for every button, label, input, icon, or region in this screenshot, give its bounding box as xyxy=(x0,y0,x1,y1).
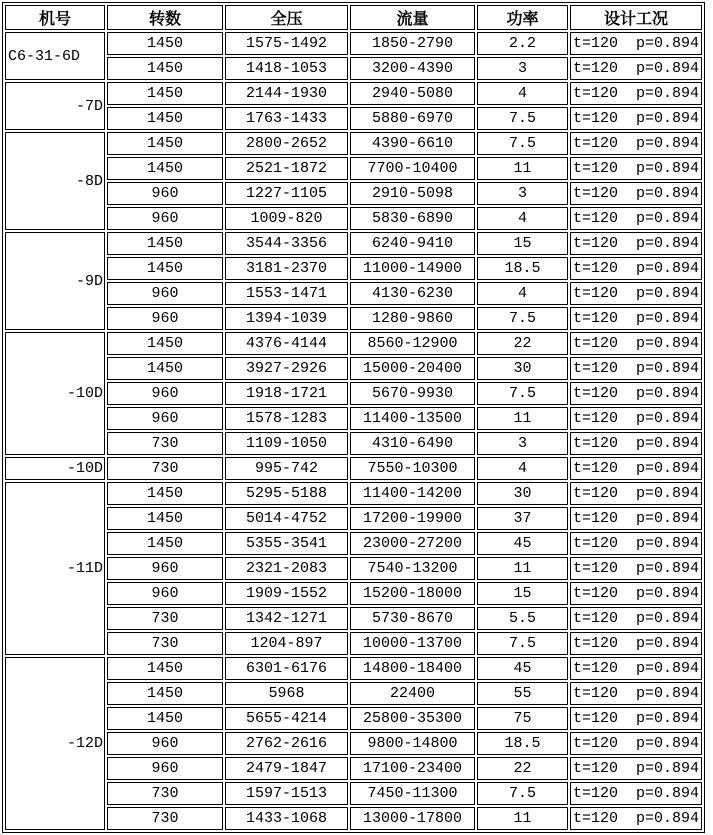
speed-cell: 1450 xyxy=(107,707,223,730)
pressure-cell: 2321-2083 xyxy=(225,557,348,580)
power-cell: 7.5 xyxy=(477,132,568,155)
table-row xyxy=(5,332,702,355)
table-row xyxy=(5,782,702,805)
flow-cell: 5730-8670 xyxy=(350,607,475,630)
power-cell: 4 xyxy=(477,282,568,305)
pressure-cell: 1342-1271 xyxy=(225,607,348,630)
col-header-model: 机号 xyxy=(5,5,105,30)
speed-cell: 1450 xyxy=(107,332,223,355)
speed-cell: 1450 xyxy=(107,507,223,530)
speed-cell: 730 xyxy=(107,632,223,655)
model-cell: -11D xyxy=(5,482,105,655)
flow-cell: 15200-18000 xyxy=(350,582,475,605)
speed-cell: 960 xyxy=(107,582,223,605)
table-row xyxy=(5,257,702,280)
table-row xyxy=(5,657,702,680)
table-row xyxy=(5,482,702,505)
design-condition-cell: t=120 p=0.894 xyxy=(570,207,702,230)
speed-cell: 730 xyxy=(107,432,223,455)
speed-cell: 960 xyxy=(107,407,223,430)
pressure-cell: 5295-5188 xyxy=(225,482,348,505)
power-cell: 11 xyxy=(477,407,568,430)
flow-cell: 4310-6490 xyxy=(350,432,475,455)
speed-cell: 730 xyxy=(107,782,223,805)
col-header-design-condition: 设计工况 xyxy=(570,5,702,30)
power-cell: 18.5 xyxy=(477,732,568,755)
model-cell: -8D xyxy=(5,132,105,230)
power-cell: 11 xyxy=(477,557,568,580)
flow-cell: 17100-23400 xyxy=(350,757,475,780)
col-header-speed: 转数 xyxy=(107,5,223,30)
speed-cell: 1450 xyxy=(107,82,223,105)
pressure-cell: 1763-1433 xyxy=(225,107,348,130)
speed-cell: 960 xyxy=(107,382,223,405)
pressure-cell: 5655-4214 xyxy=(225,707,348,730)
design-condition-cell: t=120 p=0.894 xyxy=(570,682,702,705)
design-condition-cell: t=120 p=0.894 xyxy=(570,182,702,205)
power-cell: 55 xyxy=(477,682,568,705)
design-condition-cell: t=120 p=0.894 xyxy=(570,457,702,480)
power-cell: 2.2 xyxy=(477,32,568,55)
design-condition-cell: t=120 p=0.894 xyxy=(570,132,702,155)
pressure-cell: 1909-1552 xyxy=(225,582,348,605)
flow-cell: 25800-35300 xyxy=(350,707,475,730)
speed-cell: 960 xyxy=(107,732,223,755)
pressure-cell: 2479-1847 xyxy=(225,757,348,780)
table-row xyxy=(5,207,702,230)
design-condition-cell: t=120 p=0.894 xyxy=(570,57,702,80)
design-condition-cell: t=120 p=0.894 xyxy=(570,382,702,405)
table-row xyxy=(5,557,702,580)
speed-cell: 960 xyxy=(107,182,223,205)
col-header-power: 功率 xyxy=(477,5,568,30)
speed-cell: 1450 xyxy=(107,107,223,130)
design-condition-cell: t=120 p=0.894 xyxy=(570,532,702,555)
speed-cell: 1450 xyxy=(107,232,223,255)
table-row xyxy=(5,707,702,730)
power-cell: 37 xyxy=(477,507,568,530)
table-row xyxy=(5,157,702,180)
speed-cell: 960 xyxy=(107,207,223,230)
table-row xyxy=(5,457,702,480)
power-cell: 45 xyxy=(477,532,568,555)
pressure-cell: 5355-3541 xyxy=(225,532,348,555)
flow-cell: 15000-20400 xyxy=(350,357,475,380)
design-condition-cell: t=120 p=0.894 xyxy=(570,482,702,505)
pressure-cell: 2762-2616 xyxy=(225,732,348,755)
flow-cell: 2940-5080 xyxy=(350,82,475,105)
power-cell: 11 xyxy=(477,807,568,830)
power-cell: 3 xyxy=(477,182,568,205)
flow-cell: 4390-6610 xyxy=(350,132,475,155)
design-condition-cell: t=120 p=0.894 xyxy=(570,782,702,805)
flow-cell: 17200-19900 xyxy=(350,507,475,530)
model-cell: -10D xyxy=(5,332,105,455)
pressure-cell: 1109-1050 xyxy=(225,432,348,455)
table-row xyxy=(5,532,702,555)
pressure-cell: 2144-1930 xyxy=(225,82,348,105)
model-cell: -12D xyxy=(5,657,105,830)
flow-cell: 1850-2790 xyxy=(350,32,475,55)
power-cell: 75 xyxy=(477,707,568,730)
pressure-cell: 1918-1721 xyxy=(225,382,348,405)
flow-cell: 14800-18400 xyxy=(350,657,475,680)
pressure-cell: 1418-1053 xyxy=(225,57,348,80)
design-condition-cell: t=120 p=0.894 xyxy=(570,757,702,780)
pressure-cell: 4376-4144 xyxy=(225,332,348,355)
flow-cell: 7450-11300 xyxy=(350,782,475,805)
flow-cell: 10000-13700 xyxy=(350,632,475,655)
table-row xyxy=(5,632,702,655)
power-cell: 7.5 xyxy=(477,307,568,330)
design-condition-cell: t=120 p=0.894 xyxy=(570,157,702,180)
table-row xyxy=(5,232,702,255)
table-row xyxy=(5,182,702,205)
power-cell: 45 xyxy=(477,657,568,680)
speed-cell: 730 xyxy=(107,807,223,830)
flow-cell: 9800-14800 xyxy=(350,732,475,755)
design-condition-cell: t=120 p=0.894 xyxy=(570,407,702,430)
table-row xyxy=(5,582,702,605)
pressure-cell: 2800-2652 xyxy=(225,132,348,155)
speed-cell: 960 xyxy=(107,282,223,305)
speed-cell: 1450 xyxy=(107,32,223,55)
power-cell: 3 xyxy=(477,57,568,80)
design-condition-cell: t=120 p=0.894 xyxy=(570,582,702,605)
table-row xyxy=(5,107,702,130)
design-condition-cell: t=120 p=0.894 xyxy=(570,232,702,255)
model-cell: C6-31-6D xyxy=(5,32,105,80)
pressure-cell: 1009-820 xyxy=(225,207,348,230)
power-cell: 7.5 xyxy=(477,107,568,130)
speed-cell: 960 xyxy=(107,307,223,330)
design-condition-cell: t=120 p=0.894 xyxy=(570,107,702,130)
table-row xyxy=(5,607,702,630)
design-condition-cell: t=120 p=0.894 xyxy=(570,32,702,55)
flow-cell: 22400 xyxy=(350,682,475,705)
flow-cell: 23000-27200 xyxy=(350,532,475,555)
flow-cell: 6240-9410 xyxy=(350,232,475,255)
table-row xyxy=(5,807,702,830)
flow-cell: 5880-6970 xyxy=(350,107,475,130)
speed-cell: 960 xyxy=(107,557,223,580)
pressure-cell: 6301-6176 xyxy=(225,657,348,680)
design-condition-cell: t=120 p=0.894 xyxy=(570,307,702,330)
flow-cell: 8560-12900 xyxy=(350,332,475,355)
table-row xyxy=(5,757,702,780)
design-condition-cell: t=120 p=0.894 xyxy=(570,357,702,380)
table-row xyxy=(5,507,702,530)
design-condition-cell: t=120 p=0.894 xyxy=(570,557,702,580)
flow-cell: 4130-6230 xyxy=(350,282,475,305)
flow-cell: 7540-13200 xyxy=(350,557,475,580)
pressure-cell: 1575-1492 xyxy=(225,32,348,55)
model-cell: -9D xyxy=(5,232,105,330)
power-cell: 22 xyxy=(477,757,568,780)
design-condition-cell: t=120 p=0.894 xyxy=(570,82,702,105)
pressure-cell: 3927-2926 xyxy=(225,357,348,380)
flow-cell: 1280-9860 xyxy=(350,307,475,330)
pressure-cell: 1578-1283 xyxy=(225,407,348,430)
speed-cell: 1450 xyxy=(107,257,223,280)
pressure-cell: 1227-1105 xyxy=(225,182,348,205)
speed-cell: 730 xyxy=(107,457,223,480)
design-condition-cell: t=120 p=0.894 xyxy=(570,657,702,680)
table-row xyxy=(5,407,702,430)
speed-cell: 730 xyxy=(107,607,223,630)
power-cell: 4 xyxy=(477,457,568,480)
pressure-cell: 995-742 xyxy=(225,457,348,480)
flow-cell: 2910-5098 xyxy=(350,182,475,205)
table-row xyxy=(5,82,702,105)
speed-cell: 1450 xyxy=(107,57,223,80)
pressure-cell: 1553-1471 xyxy=(225,282,348,305)
flow-cell: 7700-10400 xyxy=(350,157,475,180)
pressure-cell: 5014-4752 xyxy=(225,507,348,530)
power-cell: 7.5 xyxy=(477,382,568,405)
table-row xyxy=(5,432,702,455)
table-body xyxy=(5,32,702,830)
model-cell: -10D xyxy=(5,457,105,480)
power-cell: 5.5 xyxy=(477,607,568,630)
pressure-cell: 1433-1068 xyxy=(225,807,348,830)
col-header-flow: 流量 xyxy=(350,5,475,30)
design-condition-cell: t=120 p=0.894 xyxy=(570,807,702,830)
pressure-cell: 3544-3356 xyxy=(225,232,348,255)
flow-cell: 13000-17800 xyxy=(350,807,475,830)
power-cell: 7.5 xyxy=(477,632,568,655)
table-row xyxy=(5,357,702,380)
pressure-cell: 1204-897 xyxy=(225,632,348,655)
power-cell: 4 xyxy=(477,207,568,230)
design-condition-cell: t=120 p=0.894 xyxy=(570,732,702,755)
power-cell: 15 xyxy=(477,232,568,255)
speed-cell: 1450 xyxy=(107,532,223,555)
pressure-cell: 3181-2370 xyxy=(225,257,348,280)
design-condition-cell: t=120 p=0.894 xyxy=(570,432,702,455)
pressure-cell: 2521-1872 xyxy=(225,157,348,180)
table-row xyxy=(5,382,702,405)
design-condition-cell: t=120 p=0.894 xyxy=(570,282,702,305)
table-row xyxy=(5,132,702,155)
power-cell: 30 xyxy=(477,482,568,505)
power-cell: 4 xyxy=(477,82,568,105)
power-cell: 3 xyxy=(477,432,568,455)
speed-cell: 1450 xyxy=(107,682,223,705)
power-cell: 22 xyxy=(477,332,568,355)
col-header-pressure: 全压 xyxy=(225,5,348,30)
flow-cell: 3200-4390 xyxy=(350,57,475,80)
flow-cell: 11400-14200 xyxy=(350,482,475,505)
speed-cell: 1450 xyxy=(107,357,223,380)
table-row xyxy=(5,732,702,755)
speed-cell: 1450 xyxy=(107,132,223,155)
flow-cell: 11400-13500 xyxy=(350,407,475,430)
header-row xyxy=(5,5,702,30)
pressure-cell: 1394-1039 xyxy=(225,307,348,330)
speed-cell: 1450 xyxy=(107,482,223,505)
power-cell: 7.5 xyxy=(477,782,568,805)
flow-cell: 5670-9930 xyxy=(350,382,475,405)
speed-cell: 960 xyxy=(107,757,223,780)
table-row xyxy=(5,307,702,330)
design-condition-cell: t=120 p=0.894 xyxy=(570,332,702,355)
table-row xyxy=(5,32,702,55)
power-cell: 30 xyxy=(477,357,568,380)
flow-cell: 7550-10300 xyxy=(350,457,475,480)
power-cell: 11 xyxy=(477,157,568,180)
model-cell: -7D xyxy=(5,82,105,130)
design-condition-cell: t=120 p=0.894 xyxy=(570,632,702,655)
design-condition-cell: t=120 p=0.894 xyxy=(570,707,702,730)
table-row xyxy=(5,682,702,705)
power-cell: 15 xyxy=(477,582,568,605)
power-cell: 18.5 xyxy=(477,257,568,280)
table-row xyxy=(5,282,702,305)
design-condition-cell: t=120 p=0.894 xyxy=(570,257,702,280)
design-condition-cell: t=120 p=0.894 xyxy=(570,607,702,630)
fan-spec-table xyxy=(2,2,705,833)
speed-cell: 1450 xyxy=(107,157,223,180)
design-condition-cell: t=120 p=0.894 xyxy=(570,507,702,530)
flow-cell: 5830-6890 xyxy=(350,207,475,230)
pressure-cell: 1597-1513 xyxy=(225,782,348,805)
pressure-cell: 5968 xyxy=(225,682,348,705)
flow-cell: 11000-14900 xyxy=(350,257,475,280)
speed-cell: 1450 xyxy=(107,657,223,680)
table-row xyxy=(5,57,702,80)
